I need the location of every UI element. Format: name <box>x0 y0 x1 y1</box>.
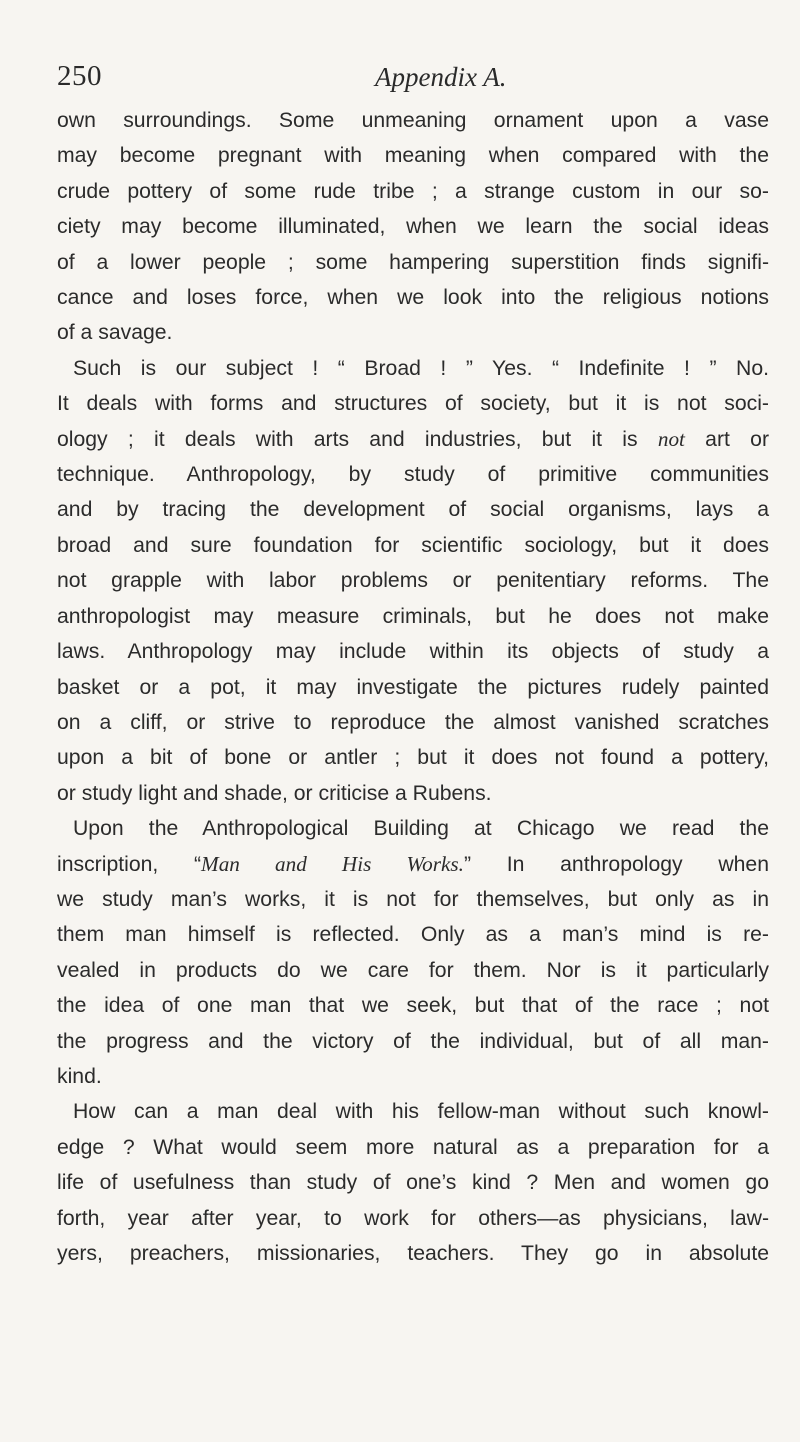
text-line: upon a bit of bone or antler ; but it does not found a pottery, <box>57 746 769 770</box>
text-line: crude pottery of some rude tribe ; a strange custom in our so- <box>57 179 769 203</box>
text-line: edge ? What would seem more natural as a preparation for a <box>57 1135 769 1159</box>
paragraph <box>57 1094 769 1271</box>
emphasis-text: not <box>657 426 685 451</box>
text-line: vealed in products do we care for them. Nor is it particularly <box>57 958 769 982</box>
text-line: Such is our subject ! “ Broad ! ” Yes. “ Indefinite ! ” No. <box>73 356 769 380</box>
text-line: of a savage. <box>57 321 173 345</box>
text-line: yers, preachers, missionaries, teachers. They go in absolute <box>57 1242 769 1265</box>
text-line: the progress and the victory of the individual, but of all man- <box>57 1029 769 1053</box>
text-line: basket or a pot, it may investigate the pictures rudely painted <box>57 675 769 699</box>
text-line: kind. <box>57 1064 102 1088</box>
text-line-with-emphasis <box>57 847 769 882</box>
running-head: Appendix A. <box>375 62 507 92</box>
text-segment: ology ; it deals with arts and industries, but it is <box>57 427 658 451</box>
text-line: technique. Anthropology, by study of primitive communities <box>57 463 769 487</box>
text-segment: inscription, “ <box>57 852 202 876</box>
paragraph <box>57 103 769 351</box>
text-line: of a lower people ; some hampering superstition finds signifi- <box>57 250 769 274</box>
text-line: the idea of one man that we seek, but that of the race ; not <box>57 994 769 1018</box>
text-segment: In anthropology when <box>471 852 770 876</box>
text-line: ciety may become illuminated, when we learn the social ideas <box>57 215 769 239</box>
text-segment: art or <box>684 427 769 451</box>
page-header <box>57 60 757 100</box>
page-number: 250 <box>57 60 102 92</box>
emphasis-text: Man and His Works. <box>201 851 464 876</box>
paragraph <box>57 351 769 811</box>
text-line: not grapple with labor problems or penitentiary reforms. The <box>57 569 769 593</box>
text-line: and by tracing the development of social organisms, lays a <box>57 498 769 522</box>
text-line: we study man’s works, it is not for themselves, but only as in <box>57 887 769 911</box>
text-line: them man himself is reflected. Only as a man’s mind is re- <box>57 923 769 947</box>
text-line: laws. Anthropology may include within its objects of study a <box>57 640 769 664</box>
paragraph <box>57 811 769 1094</box>
text-line: on a cliff, or strive to reproduce the almost vanished scratches <box>57 710 769 734</box>
text-line-with-emphasis <box>57 422 769 457</box>
body-text <box>57 103 769 1271</box>
text-line: cance and loses force, when we look into the religious notions <box>57 286 769 310</box>
text-segment: ” <box>463 852 472 876</box>
text-line: Upon the Anthropological Building at Chicago we read the <box>73 817 769 841</box>
text-line: broad and sure foundation for scientific sociology, but it does <box>57 533 769 557</box>
text-line: forth, year after year, to work for others—as physicians, law- <box>57 1206 769 1230</box>
text-line: life of usefulness than study of one’s kind ? Men and women go <box>57 1171 769 1195</box>
text-line: anthropologist may measure criminals, but he does not make <box>57 604 769 628</box>
text-line: How can a man deal with his fellow-man without such knowl- <box>73 1100 769 1124</box>
text-line: may become pregnant with meaning when compared with the <box>57 144 769 168</box>
text-line: It deals with forms and structures of society, but it is not soci- <box>57 392 769 416</box>
text-line: own surroundings. Some unmeaning ornament upon a vase <box>57 109 769 132</box>
text-line: or study light and shade, or criticise a Rubens. <box>57 781 492 805</box>
